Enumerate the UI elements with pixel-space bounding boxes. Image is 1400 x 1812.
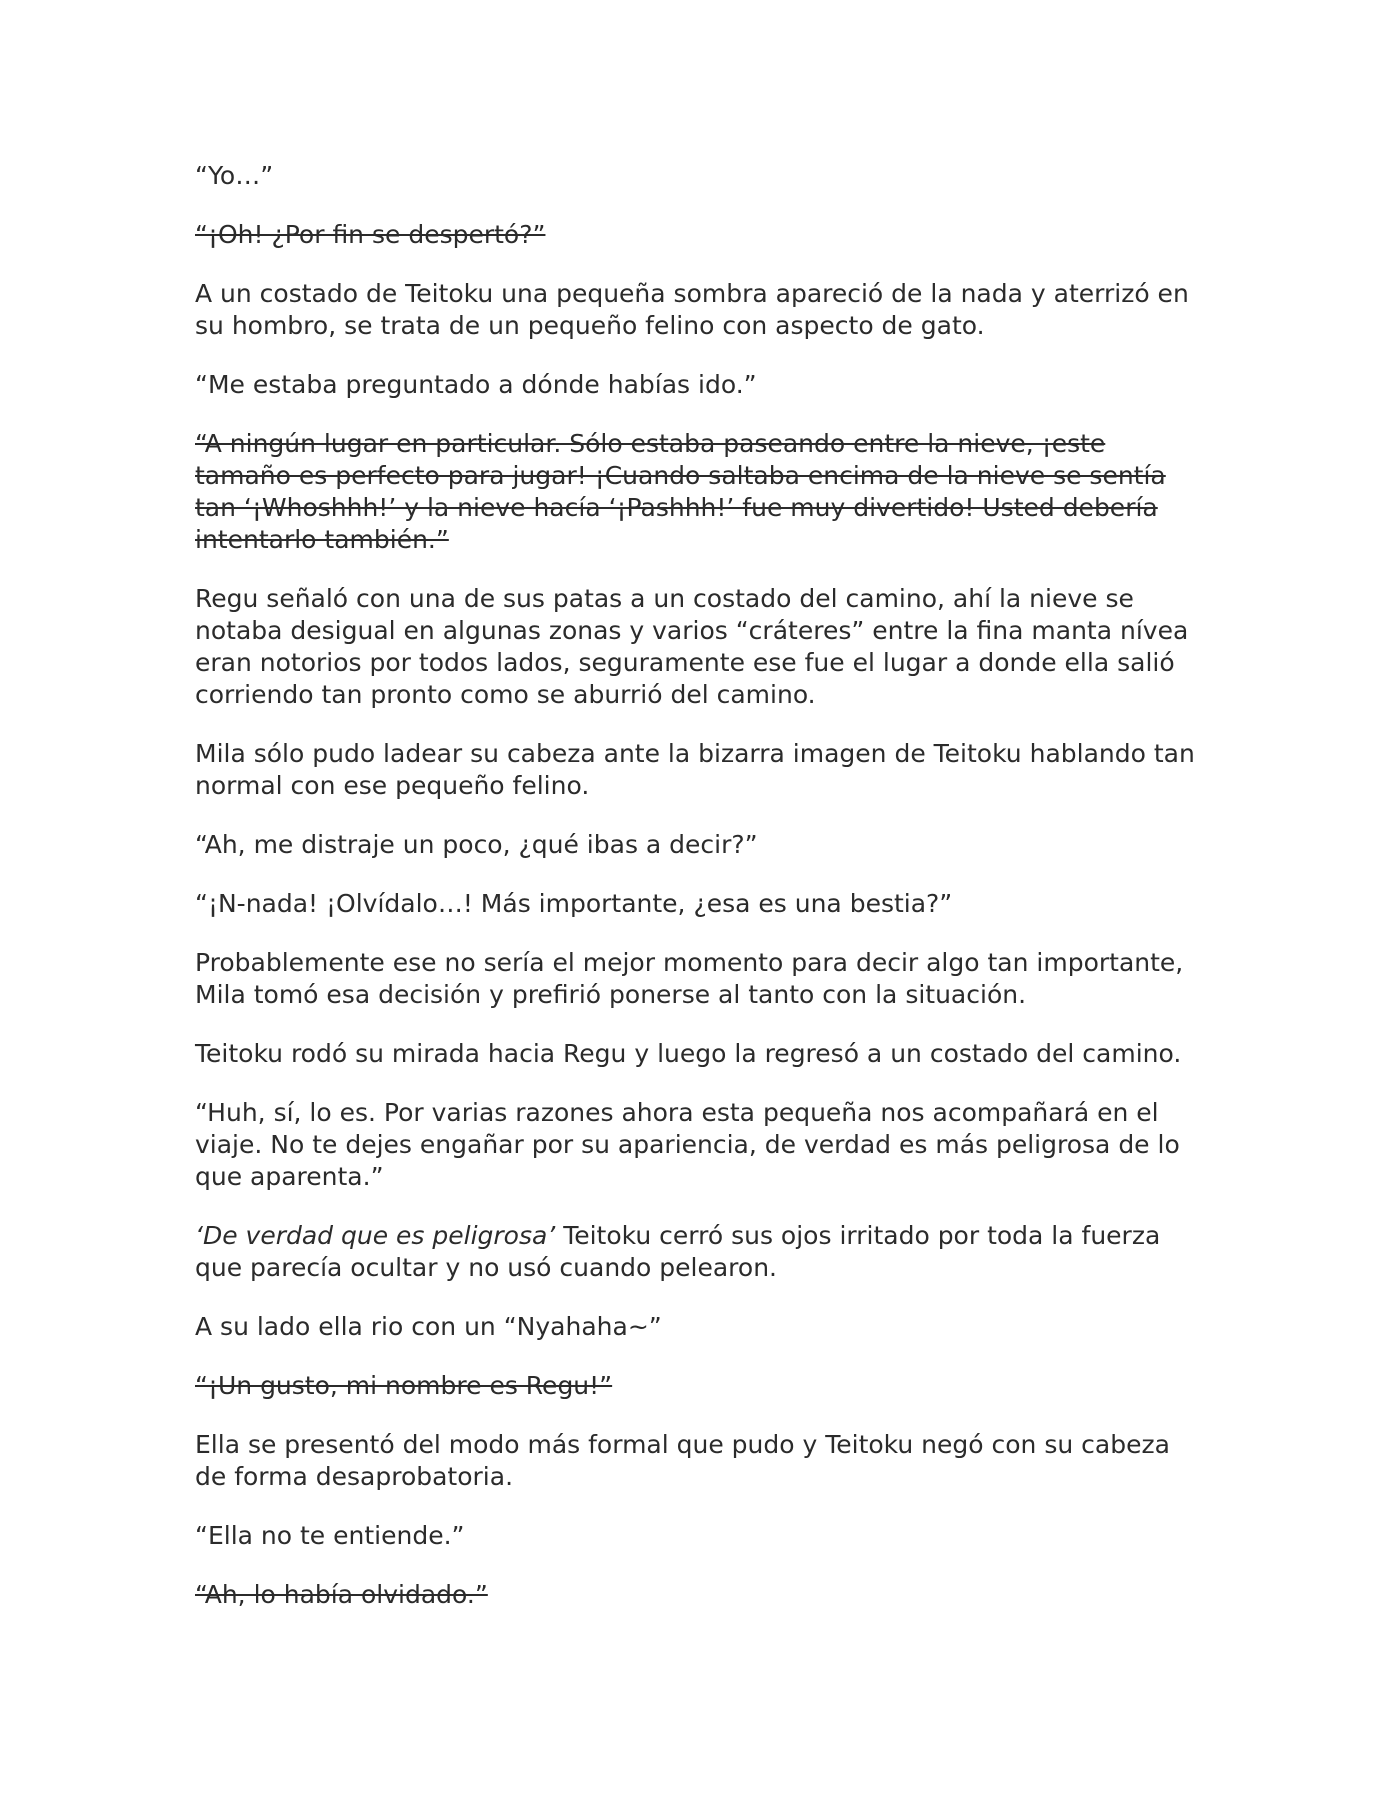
paragraph: “Yo…”	[195, 161, 274, 190]
paragraph-text: Teitoku cerró sus ojos irritado por toda la fuerza que parecía ocultar y no usó cuando pelearon.	[195, 1221, 1161, 1282]
paragraph: Probablemente ese no sería el mejor momento para decir algo tan importante, Mila tomó esa decisión y prefirió ponerse al tanto con la situación.	[195, 948, 1184, 1009]
paragraph: A su lado ella rio con un “Nyahaha~”	[195, 1312, 662, 1341]
paragraph-struck: “A ningún lugar en particular. Sólo estaba paseando entre la nieve, ¡este tamaño es perfecto para jugar! ¡Cuando saltaba encima de la nieve se sentía tan ‘¡Whoshhh!’ y la nieve hacía ‘¡Pashhh!’ fue muy divertido! Usted debería intentarlo también.”	[195, 429, 1166, 554]
paragraph: Mila sólo pudo ladear su cabeza ante la bizarra imagen de Teitoku hablando tan normal con ese pequeño felino.	[195, 739, 1195, 800]
paragraph: Teitoku rodó su mirada hacia Regu y luego la regresó a un costado del camino.	[195, 1039, 1182, 1068]
document-page	[195, 160, 1205, 1638]
paragraph: “Ah, me distraje un poco, ¿qué ibas a decir?”	[195, 830, 758, 859]
paragraph-struck: “¡Oh! ¿Por fin se despertó?”	[195, 220, 546, 249]
paragraph	[195, 1220, 1205, 1284]
paragraph: “Ella no te entiende.”	[195, 1521, 465, 1550]
paragraph: “Me estaba preguntado a dónde habías ido.”	[195, 370, 757, 399]
paragraph: Regu señaló con una de sus patas a un costado del camino, ahí la nieve se notaba desigual en algunas zonas y varios “cráteres” entre la fina manta nívea eran notorios por todos lados, seguramente ese fue el lugar a donde ella salió corriendo tan pronto como se aburrió del camino.	[195, 584, 1189, 709]
italic-phrase: ‘De verdad que es peligrosa’	[195, 1221, 556, 1250]
paragraph-struck: “¡Un gusto, mi nombre es Regu!”	[195, 1371, 613, 1400]
paragraph: “¡N-nada! ¡Olvídalo…! Más importante, ¿esa es una bestia?”	[195, 889, 953, 918]
paragraph: “Huh, sí, lo es. Por varias razones ahora esta pequeña nos acompañará en el viaje. No te dejes engañar por su apariencia, de verdad es más peligrosa de lo que aparenta.”	[195, 1098, 1180, 1191]
paragraph: A un costado de Teitoku una pequeña sombra apareció de la nada y aterrizó en su hombro, se trata de un pequeño felino con aspecto de gato.	[195, 279, 1189, 340]
paragraph-struck: “Ah, lo había olvidado.”	[195, 1580, 488, 1609]
paragraph: Ella se presentó del modo más formal que pudo y Teitoku negó con su cabeza de forma desaprobatoria.	[195, 1430, 1170, 1491]
